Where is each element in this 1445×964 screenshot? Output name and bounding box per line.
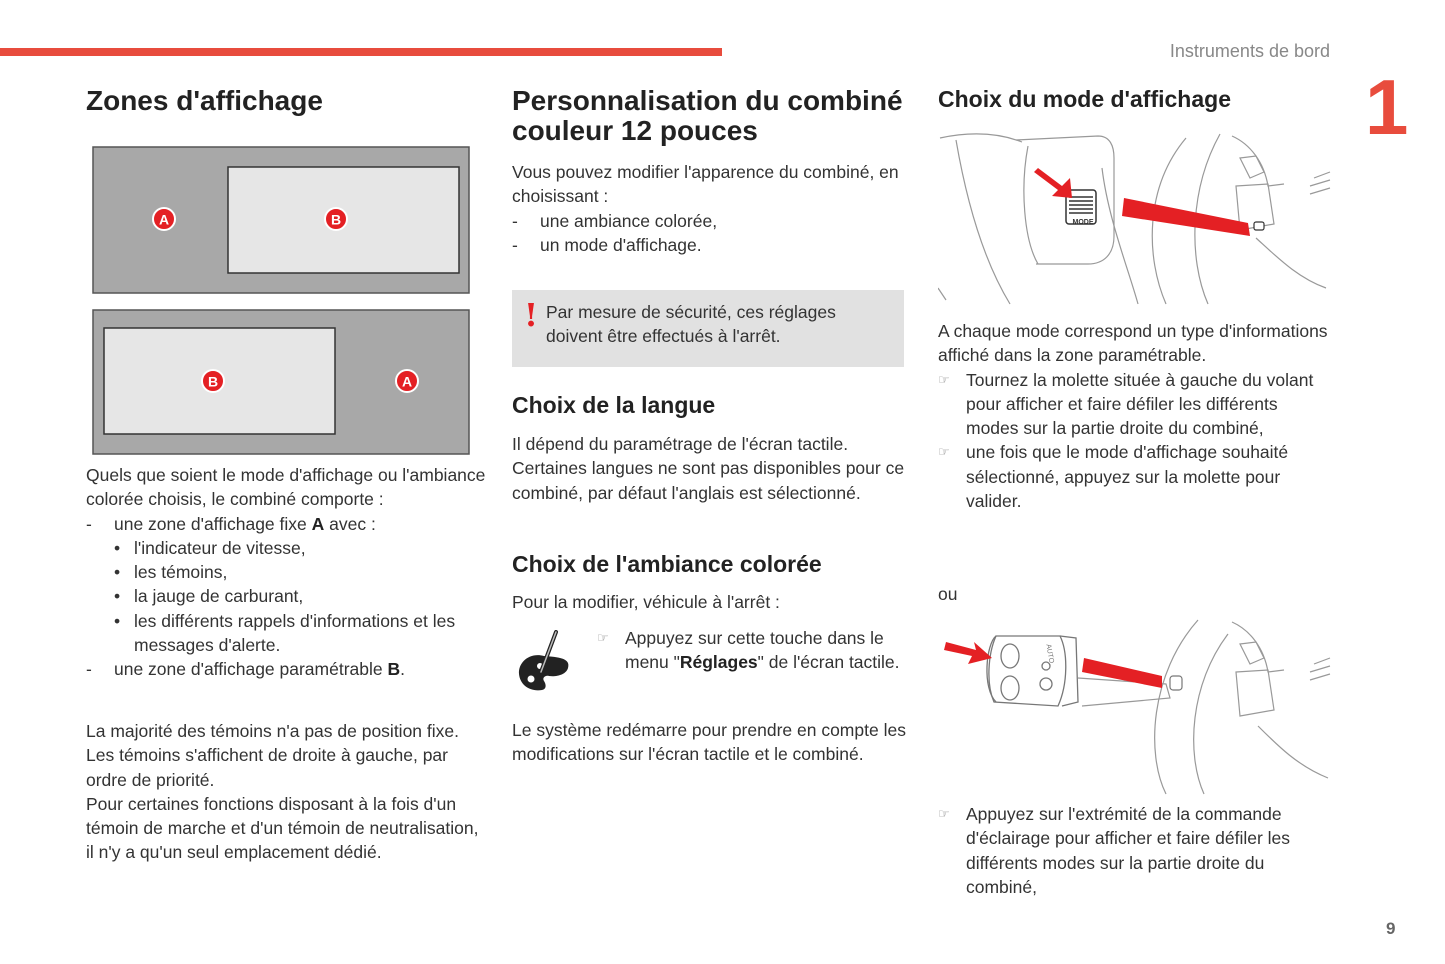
zones-description xyxy=(86,463,486,682)
wheel-control xyxy=(1254,222,1264,230)
pointing-hand-icon: ☞ xyxy=(597,630,609,645)
red-arrow-indicator xyxy=(1082,658,1162,688)
personalisation-intro-block xyxy=(512,160,907,257)
section-title: Instruments de bord xyxy=(1169,41,1330,61)
list-item: • les témoins, xyxy=(86,560,486,584)
red-arrow-indicator xyxy=(1034,168,1072,198)
zone-a-contents xyxy=(86,536,486,657)
badge-b-label: B xyxy=(207,373,219,390)
page-number: 9 xyxy=(1386,919,1396,938)
lighting-stalk xyxy=(987,636,1078,706)
language-text: Il dépend du paramétrage de l'écran tactile. Certaines langues ne sont pas disponibles pour ce combiné, par défaut l'anglais est sélectionné. xyxy=(512,434,905,503)
list-item: • la jauge de carburant, xyxy=(86,584,486,608)
safety-warning-box xyxy=(512,290,904,367)
settings-menu-name: Réglages xyxy=(679,652,758,673)
personalisation-title: Personnalisation du combiné couleur 12 pouces xyxy=(512,85,903,146)
zone-a-letter: A xyxy=(311,513,325,534)
display-mode-text xyxy=(938,319,1333,513)
list-item xyxy=(938,368,1333,441)
badge-b-label: B xyxy=(330,211,342,228)
paragraph: La majorité des témoins n'a pas de position fixe. xyxy=(86,721,459,741)
zone-b-letter: B xyxy=(387,659,401,680)
wheel-control xyxy=(1170,676,1182,690)
step-text: Tournez la molette située à gauche du volant pour afficher et faire défiler les différents modes sur la partie droite du combiné, xyxy=(966,369,1314,439)
paragraph: Les témoins s'affichent de droite à gauche, par ordre de priorité. xyxy=(86,745,448,790)
step-text-end: " de l'écran tactile. xyxy=(757,652,900,673)
red-arrow-indicator xyxy=(1122,198,1250,236)
red-arrow-indicator xyxy=(944,642,992,664)
exclamation-icon: ! xyxy=(524,296,539,334)
language-title: Choix de la langue xyxy=(512,392,716,418)
list-item xyxy=(938,440,1333,513)
step-text: une fois que le mode d'affichage souhaité sélectionné, appuyez sur la molette pour valider. xyxy=(966,442,1289,512)
display-mode-intro: A chaque mode correspond un type d'informations affiché dans la zone paramétrable. xyxy=(938,321,1328,366)
stalk-auto-label: AUTO xyxy=(1044,643,1055,664)
list-item-zone-b xyxy=(86,657,486,681)
or-separator: ou xyxy=(938,584,958,604)
list-item-zone-a xyxy=(86,512,486,536)
palette-brush-icon xyxy=(516,630,574,696)
zones-title: Zones d'affichage xyxy=(86,85,323,116)
lighting-stalk-steps xyxy=(938,802,1333,899)
zones-intro: Quels que soient le mode d'affichage ou l'ambiance colorée choisis, le combiné comporte : xyxy=(86,465,486,510)
badge-a-label: A xyxy=(401,373,413,390)
list-item: • les différents rappels d'informations et les messages d'alerte. xyxy=(86,609,486,658)
restart-note: Le système redémarre pour prendre en compte les modifications sur l'écran tactile et le combiné. xyxy=(512,720,906,765)
header-accent-bar xyxy=(0,48,722,56)
lighting-stalk-diagram xyxy=(938,614,1331,796)
steering-wheel-mode-diagram xyxy=(938,128,1331,306)
zone-a-text: une zone d'affichage fixe xyxy=(114,513,312,534)
ambiance-title: Choix de l'ambiance colorée xyxy=(512,551,822,577)
safety-warning-text: Par mesure de sécurité, ces réglages doivent être effectués à l'arrêt. xyxy=(546,302,836,347)
list-item xyxy=(597,626,907,675)
pointing-hand-icon: ☞ xyxy=(938,806,950,821)
personalisation-intro: Vous pouvez modifier l'apparence du combiné, en choisissant : xyxy=(512,162,899,207)
pointing-hand-icon: ☞ xyxy=(938,444,950,460)
step-text: Appuyez sur cette touche dans le menu " xyxy=(625,628,884,673)
list-item xyxy=(938,802,1333,899)
ambiance-intro: Pour la modifier, véhicule à l'arrêt : xyxy=(512,592,780,612)
paragraph: Pour certaines fonctions disposant à la fois d'un témoin de marche et d'un témoin de neutralisation, il n'y a qu'un seul emplacement dédié. xyxy=(86,793,479,863)
mode-button-label: MODE xyxy=(1072,219,1094,226)
badge-a-label: A xyxy=(158,211,170,228)
ambiance-steps xyxy=(597,626,907,675)
display-mode-title: Choix du mode d'affichage xyxy=(938,86,1231,112)
pointing-hand-icon: ☞ xyxy=(938,371,950,387)
warning-lamps-notes xyxy=(86,719,486,865)
cluster-layout-bottom xyxy=(93,310,469,454)
zone-b-suffix: . xyxy=(400,659,406,680)
display-mode-steps xyxy=(938,368,1333,514)
cluster-layout-top xyxy=(93,147,469,293)
list-item: - une ambiance colorée, xyxy=(512,209,907,233)
zone-b-text: une zone d'affichage paramétrable xyxy=(114,659,388,680)
step-text: Appuyez sur l'extrémité de la commande d'éclairage pour afficher et faire défiler les différents modes sur la partie droite du combiné, xyxy=(966,804,1291,897)
list-item: • l'indicateur de vitesse, xyxy=(86,536,486,560)
zone-a-suffix: avec : xyxy=(324,513,376,534)
chapter-number: 1 xyxy=(1365,63,1409,151)
display-zones-diagram xyxy=(92,146,472,458)
list-item: - un mode d'affichage. xyxy=(512,233,907,257)
